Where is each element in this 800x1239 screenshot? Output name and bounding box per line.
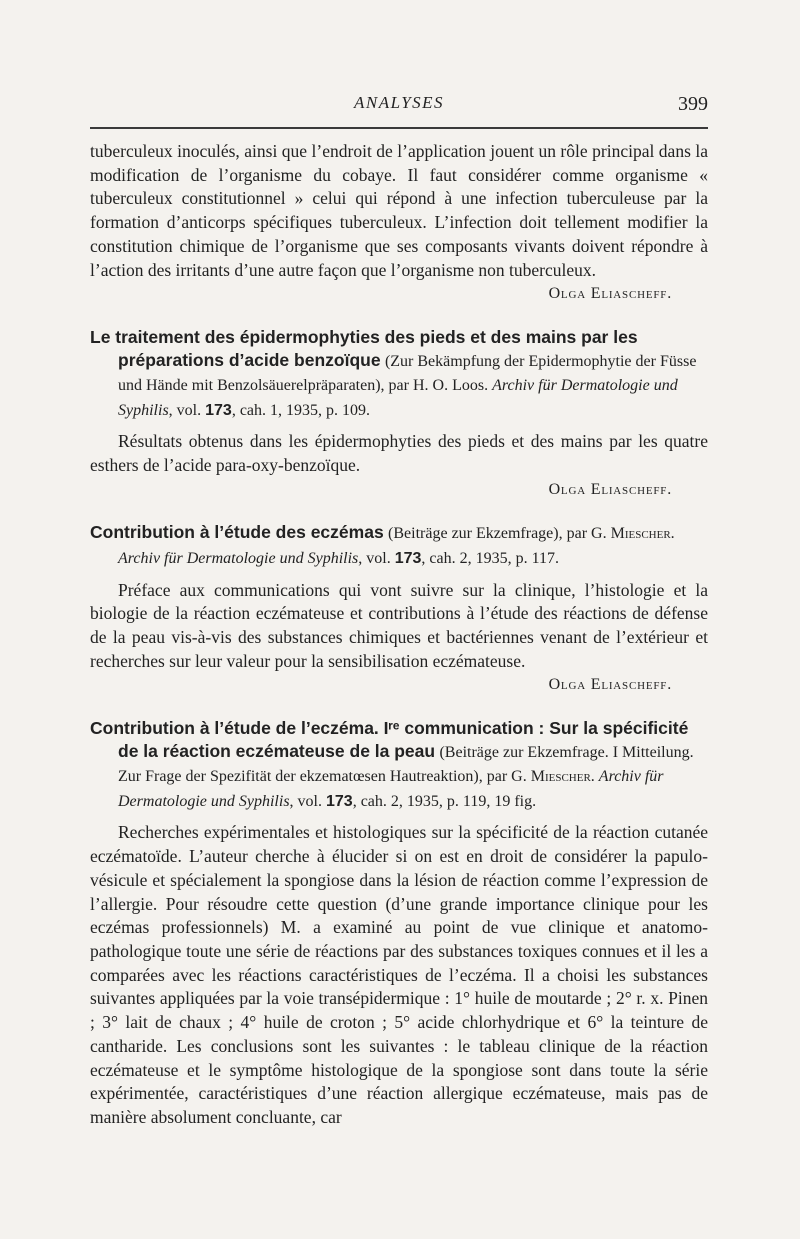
- article-eczemas: [90, 521, 708, 697]
- signature: Olga Eliascheff.: [548, 676, 672, 694]
- author-name: Miescher.: [530, 768, 595, 786]
- article-reference: (Beiträge zur Ekzemfrage. I Mitteilung. Zur Frage der Spezifität der ekzematœsen Hautreaktion), par G. Miescher. Archiv für Dermatologie und Syphilis, vol. 173, cah. 2, 1935, p. 119, 19 fig.: [118, 743, 694, 810]
- article-reference: (Zur Bekämpfung der Epidermophytie der Füsse und Hände mit Benzolsäuerelpräparaten), par H. O. Loos. Archiv für Dermatologie und Syphilis, vol. 173, cah. 1, 1935, p. 109.: [118, 352, 697, 419]
- signature: Olga Eliascheff.: [548, 285, 672, 303]
- article-epidermophyties: [90, 326, 708, 501]
- journal-name: Archiv für Dermatologie und Syphilis: [118, 768, 664, 810]
- article-body: Recherches expérimentales et histologiques sur la spécificité de la réaction cutanée eczématoïde. L’auteur cherche à élucider si on est en droit de considérer la papulo-vésicule et spécialement la spongiose dans la lésion de réaction comme l’expression de l’allergie. Pour résoudre cette question (d’une grande importance clinique pour les eczémas professionnels) M. a examiné au point de vue clinique et anatomo-pathologique toute une série de réactions par des substances toxiques connues et il les a comparées avec les réactions caractéristiques de l’eczéma. Il a choisi les substances suivantes appliquées par la voie transépidermique : 1° huile de moutarde ; 2° r. x. Pinen ; 3° lait de chaux ; 4° huile de croton ; 5° acide chlorhydrique et 6° la teinture de cantharide. Les conclusions sont les suivantes : le tableau clinique de la réaction eczémateuse et le symptôme histologique de la spongiose sont dans toute la série expérimentée, caractéristiques d’une réaction allergique eczémateuse, mais pas de manière absolument concluante, car: [90, 822, 708, 1127]
- author-name: Miescher.: [610, 525, 675, 543]
- journal-name: Archiv für Dermatologie und Syphilis: [118, 550, 359, 567]
- volume-number: 173: [205, 401, 232, 419]
- journal-name: Archiv für Dermatologie und Syphilis: [118, 377, 678, 419]
- continuation-paragraph: [90, 140, 708, 303]
- volume-number: 173: [326, 792, 353, 810]
- page-number: 399: [678, 93, 708, 115]
- page-content: [90, 140, 708, 1130]
- article-body: Préface aux communications qui vont suivre sur la clinique, l’histologie et la biologie de la réaction eczémateuse et contributions à l’étude des réactions de défense de la peau vis-à-vis des substances chimiques et bactériennes venant de l’extérieur et recherches sur leur valeur pour la sensibilisation eczémateuse. Olga Eliascheff.: [90, 579, 708, 674]
- volume-number: 173: [394, 550, 422, 567]
- running-title: ANALYSES: [353, 93, 445, 112]
- running-head: [90, 93, 708, 117]
- article-title: Contribution à l’étude de l’eczéma. Iʳᵉ communication : Sur la spécificité de la réaction eczémateuse de la peau: [90, 718, 689, 761]
- article-title: Contribution à l’étude des eczémas: [90, 522, 384, 543]
- article-title: Le traitement des épidermophyties des pieds et des mains par les préparations d’acide benzoïque: [90, 326, 638, 370]
- article-heading: [90, 717, 708, 813]
- article-reference: (Beiträge zur Ekzemfrage), par G. Miescher. Archiv für Dermatologie und Syphilis, vol. 173, cah. 2, 1935, p. 117.: [118, 525, 675, 567]
- article-eczema-specificite: [90, 717, 708, 1130]
- signature: Olga Eliascheff.: [548, 480, 672, 498]
- article-heading: [90, 521, 708, 570]
- article-body: Résultats obtenus dans les épidermophyties des pieds et des mains par les quatre esthers de l’acide para-oxy-benzoïque.: [90, 431, 708, 475]
- article-heading: [90, 326, 708, 422]
- continuation-text: tuberculeux inoculés, ainsi que l’endroit de l’application jouent un rôle principal dans la modification de l’organisme du cobaye. Il faut considérer comme organisme « tuberculeux constitutionnel » celui qui répond à une infection tuberculeuse par la formation d’anticorps spécifiques tuberculeux. L’infection doit tellement modifier la constitution chimique de l’organisme que ses composants vivants doivent répondre à l’action des irritants d’une autre façon que l’organisme non tuberculeux.: [90, 141, 708, 280]
- header-rule: [90, 127, 708, 129]
